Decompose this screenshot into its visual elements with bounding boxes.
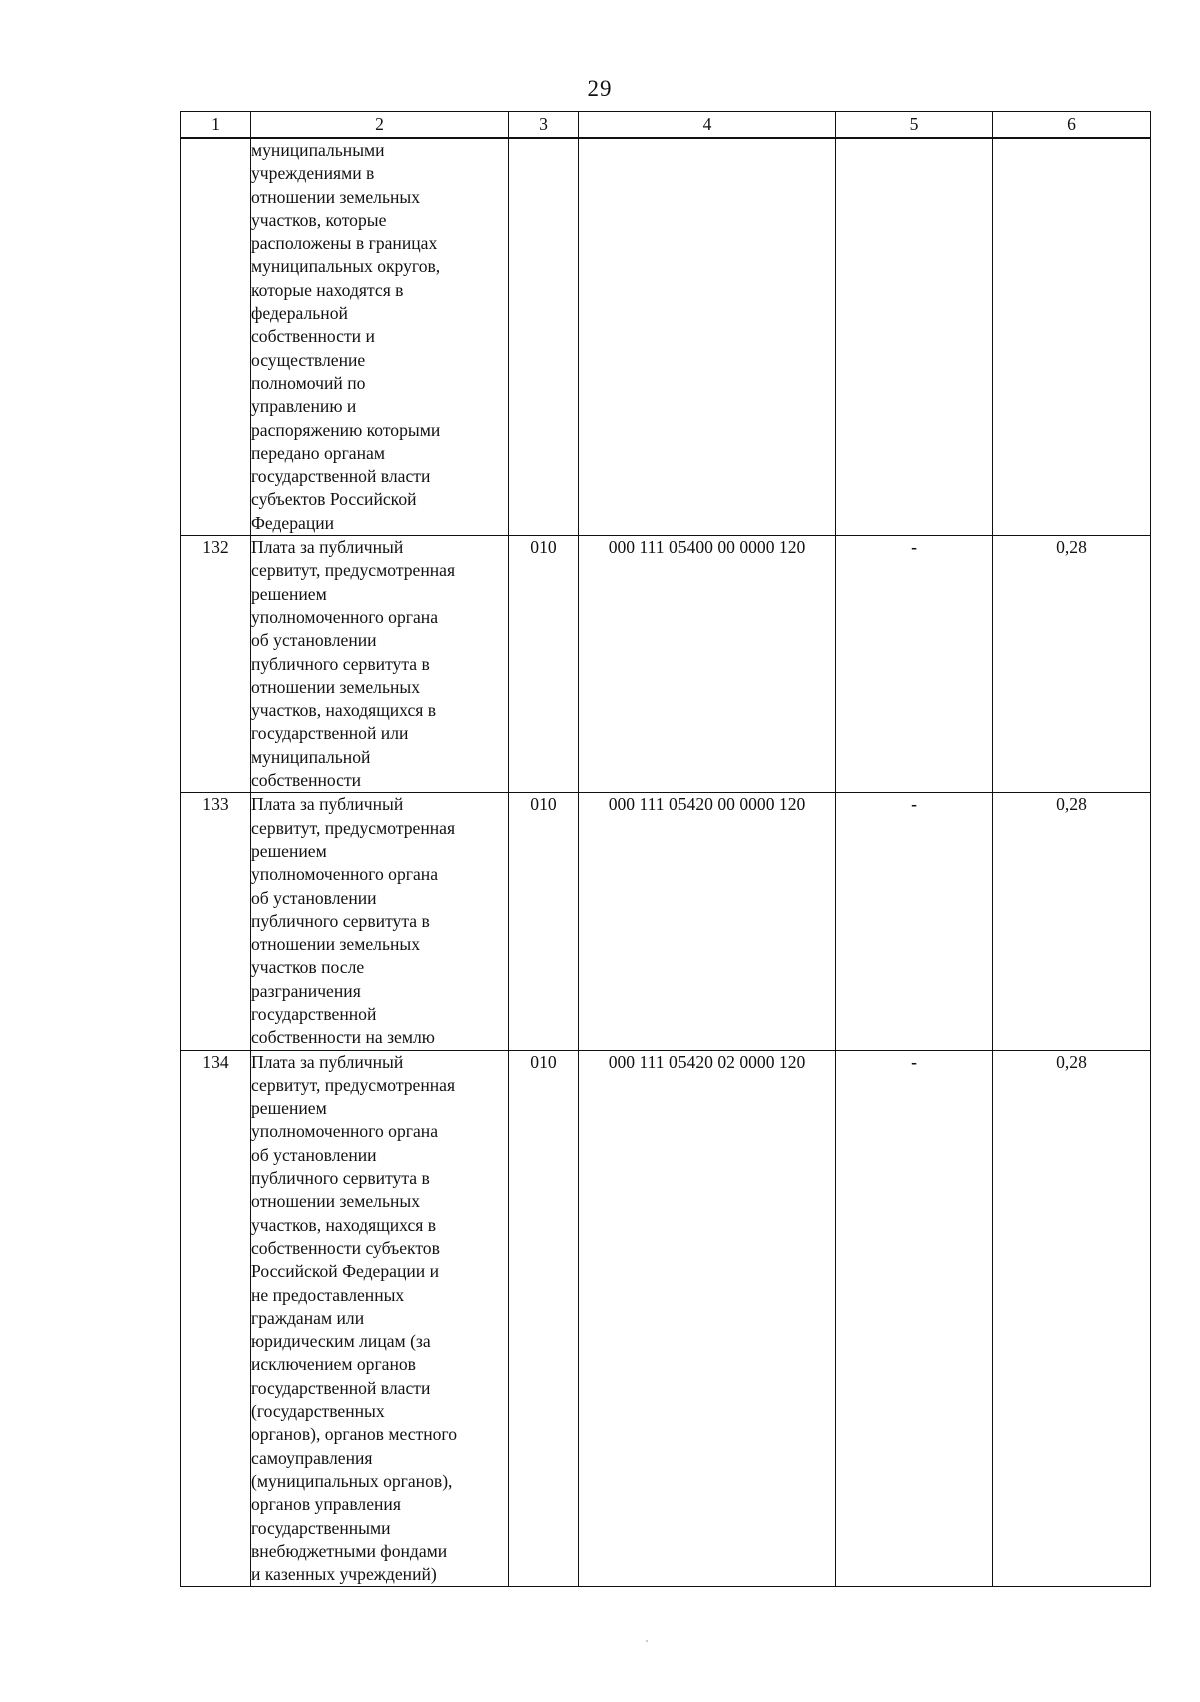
- table-row: [181, 138, 1151, 536]
- col-5-value: [836, 138, 993, 536]
- col-6-value: 0,28: [993, 793, 1151, 1050]
- budget-classification-code: 000 111 05420 00 0000 120: [579, 793, 836, 1050]
- row-number: 132: [181, 536, 251, 793]
- admin-code: 010: [509, 536, 579, 793]
- header-col-6: 6: [993, 112, 1151, 139]
- header-col-2: 2: [251, 112, 509, 139]
- col-6-value: [993, 138, 1151, 536]
- col-6-value: 0,28: [993, 1050, 1151, 1587]
- revenue-name: Плата за публичный сервитут, предусмотренная решением уполномоченного органа об установлении публичного сервитута в отношении земельных участков после разграничения государственной собственности на землю: [251, 793, 509, 1050]
- row-number: [181, 138, 251, 536]
- header-col-3: 3: [509, 112, 579, 139]
- col-6-value: 0,28: [993, 536, 1151, 793]
- header-col-4: 4: [579, 112, 836, 139]
- header-col-1: 1: [181, 112, 251, 139]
- admin-code: 010: [509, 793, 579, 1050]
- budget-classification-code: 000 111 05420 02 0000 120: [579, 1050, 836, 1587]
- revenue-name: муниципальными учреждениями в отношении земельных участков, которые расположены в границах муниципальных округов, которые находятся в федеральной собственности и осуществление полномочий по управлению и распоряжению которыми передано органам государственной власти субъектов Российской Федерации: [251, 138, 509, 536]
- table-row: [181, 536, 1151, 793]
- revenue-name: Плата за публичный сервитут, предусмотренная решением уполномоченного органа об установлении публичного сервитута в отношении земельных участков, находящихся в государственной или муниципальной собственности: [251, 536, 509, 793]
- table-row: [181, 1050, 1151, 1587]
- col-5-value: -: [836, 1050, 993, 1587]
- budget-classification-code: [579, 138, 836, 536]
- row-number: 134: [181, 1050, 251, 1587]
- table-header: [181, 112, 1151, 139]
- col-5-value: -: [836, 793, 993, 1050]
- row-number: 133: [181, 793, 251, 1050]
- revenue-table: [180, 111, 1151, 1587]
- page-number: 29: [587, 76, 613, 101]
- budget-classification-code: 000 111 05400 00 0000 120: [579, 536, 836, 793]
- col-5-value: -: [836, 536, 993, 793]
- scan-speck: [646, 1640, 648, 1642]
- table-row: [181, 793, 1151, 1050]
- admin-code: [509, 138, 579, 536]
- header-col-5: 5: [836, 112, 993, 139]
- admin-code: 010: [509, 1050, 579, 1587]
- revenue-name: Плата за публичный сервитут, предусмотренная решением уполномоченного органа об установлении публичного сервитута в отношении земельных участков, находящихся в собственности субъектов Российской Федерации и не предоставленных гражданам или юридическим лицам (за исключением органов государственной власти (государственных органов), органов местного самоуправления (муниципальных органов), органов управления государственными внебюджетными фондами и казенных учреждений): [251, 1050, 509, 1587]
